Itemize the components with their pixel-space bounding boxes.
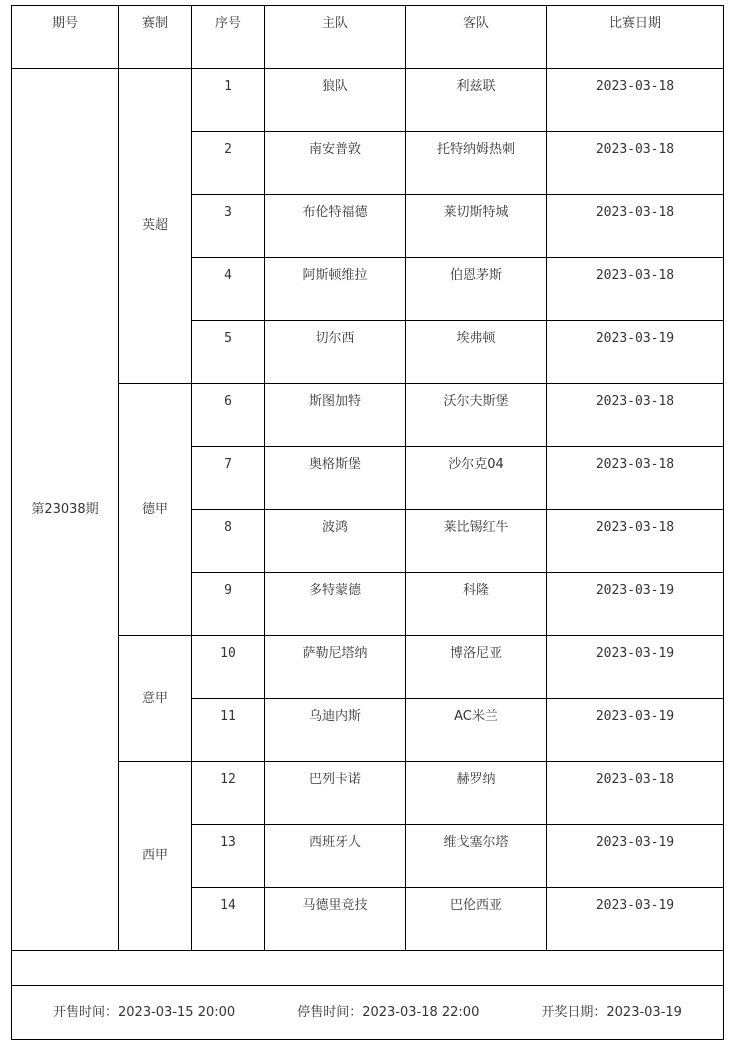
league-cell: 意甲 <box>119 636 192 762</box>
match-date-cell: 2023-03-18 <box>547 132 724 195</box>
league-cell: 德甲 <box>119 384 192 636</box>
match-date-cell: 2023-03-18 <box>547 258 724 321</box>
footer-info <box>12 1005 723 1021</box>
match-index-cell: 5 <box>192 321 265 384</box>
sale-stop-time: 停售时间：2023-03-18 22:00 <box>297 1004 480 1020</box>
away-team-cell: 巴伦西亚 <box>406 888 547 951</box>
match-date-cell: 2023-03-18 <box>547 762 724 825</box>
match-index-cell: 7 <box>192 447 265 510</box>
draw-date: 开奖日期：2023-03-19 <box>541 1004 682 1020</box>
away-team-cell: 托特纳姆热刺 <box>406 132 547 195</box>
home-team-cell: 西班牙人 <box>265 825 406 888</box>
match-date-cell: 2023-03-18 <box>547 510 724 573</box>
match-date-cell: 2023-03-19 <box>547 636 724 699</box>
home-team-cell: 乌迪内斯 <box>265 699 406 762</box>
match-date-cell: 2023-03-19 <box>547 699 724 762</box>
blank-row <box>12 951 724 986</box>
header-home: 主队 <box>265 6 406 69</box>
header-date: 比赛日期 <box>547 6 724 69</box>
table-row <box>12 69 724 132</box>
header-index: 序号 <box>192 6 265 69</box>
match-index-cell: 2 <box>192 132 265 195</box>
table-row <box>12 384 724 447</box>
home-team-cell: 阿斯顿维拉 <box>265 258 406 321</box>
league-cell: 英超 <box>119 69 192 384</box>
match-date-cell: 2023-03-19 <box>547 825 724 888</box>
home-team-cell: 萨勒尼塔纳 <box>265 636 406 699</box>
match-date-cell: 2023-03-18 <box>547 195 724 258</box>
home-team-cell: 多特蒙德 <box>265 573 406 636</box>
away-team-cell: 博洛尼亚 <box>406 636 547 699</box>
header-period: 期号 <box>12 6 119 69</box>
away-team-cell: AC米兰 <box>406 699 547 762</box>
away-team-cell: 埃弗顿 <box>406 321 547 384</box>
footer-row <box>12 986 724 1040</box>
away-team-cell: 利兹联 <box>406 69 547 132</box>
table-row <box>12 762 724 825</box>
home-team-cell: 波鸿 <box>265 510 406 573</box>
home-team-cell: 布伦特福德 <box>265 195 406 258</box>
match-index-cell: 11 <box>192 699 265 762</box>
away-team-cell: 莱比锡红牛 <box>406 510 547 573</box>
match-index-cell: 3 <box>192 195 265 258</box>
match-date-cell: 2023-03-19 <box>547 321 724 384</box>
home-team-cell: 南安普敦 <box>265 132 406 195</box>
away-team-cell: 沃尔夫斯堡 <box>406 384 547 447</box>
away-team-cell: 赫罗纳 <box>406 762 547 825</box>
match-index-cell: 4 <box>192 258 265 321</box>
home-team-cell: 马德里竞技 <box>265 888 406 951</box>
away-team-cell: 沙尔克04 <box>406 447 547 510</box>
blank-cell <box>12 951 724 986</box>
match-index-cell: 14 <box>192 888 265 951</box>
away-team-cell: 莱切斯特城 <box>406 195 547 258</box>
home-team-cell: 切尔西 <box>265 321 406 384</box>
match-date-cell: 2023-03-18 <box>547 384 724 447</box>
match-index-cell: 10 <box>192 636 265 699</box>
match-index-cell: 13 <box>192 825 265 888</box>
header-league: 赛制 <box>119 6 192 69</box>
home-team-cell: 狼队 <box>265 69 406 132</box>
match-date-cell: 2023-03-19 <box>547 888 724 951</box>
schedule-table <box>11 5 724 1040</box>
home-team-cell: 奥格斯堡 <box>265 447 406 510</box>
match-index-cell: 8 <box>192 510 265 573</box>
footer-cell <box>12 986 724 1040</box>
home-team-cell: 巴列卡诺 <box>265 762 406 825</box>
header-away: 客队 <box>406 6 547 69</box>
league-cell: 西甲 <box>119 762 192 951</box>
match-index-cell: 6 <box>192 384 265 447</box>
match-date-cell: 2023-03-19 <box>547 573 724 636</box>
match-index-cell: 1 <box>192 69 265 132</box>
home-team-cell: 斯图加特 <box>265 384 406 447</box>
away-team-cell: 科隆 <box>406 573 547 636</box>
match-index-cell: 12 <box>192 762 265 825</box>
match-date-cell: 2023-03-18 <box>547 69 724 132</box>
match-index-cell: 9 <box>192 573 265 636</box>
away-team-cell: 维戈塞尔塔 <box>406 825 547 888</box>
match-date-cell: 2023-03-18 <box>547 447 724 510</box>
header-row <box>12 6 724 69</box>
table-row <box>12 636 724 699</box>
issue-cell: 第23038期 <box>12 69 119 951</box>
sale-start-time: 开售时间：2023-03-15 20:00 <box>53 1004 236 1020</box>
away-team-cell: 伯恩茅斯 <box>406 258 547 321</box>
